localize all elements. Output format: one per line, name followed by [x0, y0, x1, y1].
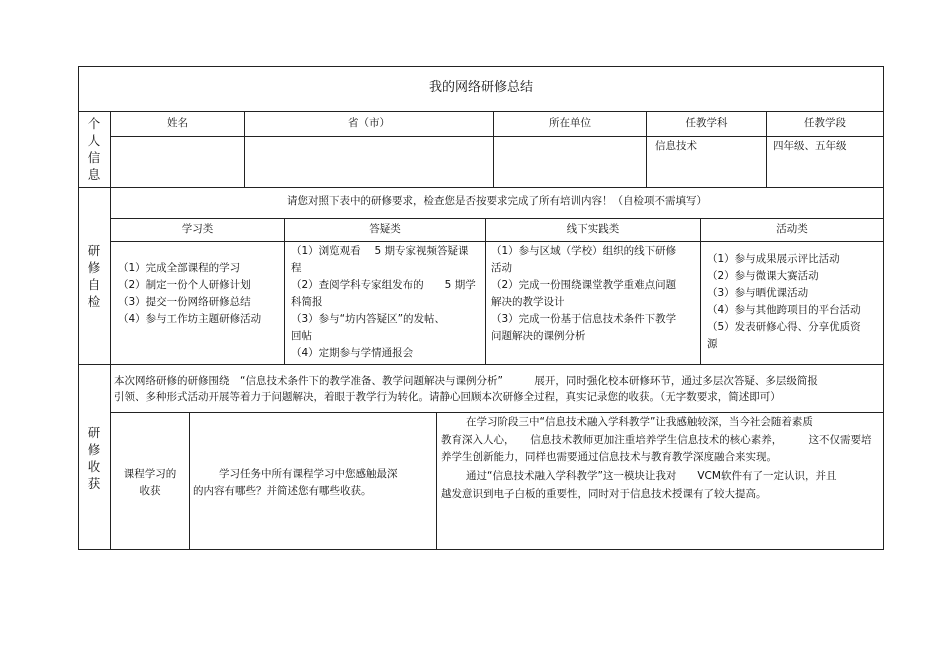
answer-line: 教育深入人心， 信息技术教师更加注重培养学生信息技术的核心素养， 这不仅需要培	[441, 434, 872, 446]
header-organization: 所在单位	[549, 117, 591, 129]
header-subject: 任教学科	[685, 117, 728, 129]
list-item: （3）参与“坊内答疑区”的发帖、	[291, 313, 446, 325]
rule-harvest-col1	[189, 412, 190, 550]
list-item: （1）参与区域（学校）组织的线下研修	[491, 245, 677, 257]
check-header-activity: 活动类	[776, 223, 808, 235]
border-left	[78, 66, 79, 550]
border-top	[78, 66, 884, 67]
harvest-question: 的内容有哪些？并简述您有哪些收获。	[193, 485, 372, 497]
check-header-offline: 线下实践类	[566, 223, 620, 235]
list-item: （3）完成一份基于信息技术条件下教学	[491, 313, 677, 325]
answer-line: 养学生创新能力，同样也需要通过信息技术与教育教学深度融合来实现。	[441, 451, 777, 463]
rule-check-bottom	[78, 364, 884, 365]
list-item: （2）完成一份围绕课堂教学重难点问题	[491, 279, 677, 291]
list-item: 解决的教学设计	[491, 296, 565, 308]
list-item: （1）完成全部课程的学习	[118, 262, 241, 274]
list-item: 问题解决的课例分析	[491, 330, 586, 342]
rule-personal-bottom	[78, 187, 884, 188]
harvest-intro-line: 引领、多种形式活动开展等着力于问题解决，着眼于教学行为转化。请静心回顾本次研修全过程，真实记录您的收获。（无字数要求，简述即可）	[114, 391, 781, 403]
page-title: 我的网络研修总结	[428, 80, 533, 95]
list-item: （1）浏览观看 5 期专家视频答疑课	[291, 245, 469, 257]
answer-line: 在学习阶段三中“信息技术融入学科教学”让我感触较深，当今社会随着素质	[466, 416, 813, 428]
rule-check-col3	[700, 218, 701, 365]
section-label-selfcheck: 研修自检	[87, 243, 101, 309]
rule-check-header	[110, 241, 884, 242]
section-label-personal: 个人信息	[87, 116, 101, 182]
list-item: （2）制定一份个人研修计划	[118, 279, 251, 291]
harvest-row-label: 收获	[139, 485, 161, 497]
rule-intro-bottom	[110, 412, 884, 413]
rule-check-col1	[284, 218, 285, 365]
value-subject[interactable]: 信息技术	[655, 140, 697, 152]
harvest-row-label: 课程学习的	[123, 468, 177, 480]
harvest-intro-line: 本次网络研修的研修围绕 “信息技术条件下的教学准备、教学问题解决与课例分析” 展开，同时强化校本研修环节，通过多层次答疑、多层级简报	[114, 375, 818, 387]
list-item: （2）参与微课大赛活动	[707, 270, 819, 282]
list-item: （3）参与晒优课活动	[707, 287, 809, 299]
harvest-question: 学习任务中所有课程学习中您感触最深	[219, 468, 398, 480]
answer-line: 越发意识到电子白板的重要性，同时对于信息技术授课有了较大提高。	[441, 488, 767, 500]
check-header-study: 学习类	[181, 223, 214, 235]
header-name: 姓名	[167, 117, 188, 129]
list-item: 源	[707, 338, 718, 350]
section-label-harvest: 研修收获	[87, 425, 101, 491]
rule-instruction-bottom	[110, 218, 884, 219]
answer-line: 通过“信息技术融入学科教学”这一模块让我对 VCM软件有了一定认识，并且	[466, 470, 837, 482]
list-item: 回帖	[291, 330, 312, 342]
border-right	[883, 66, 884, 550]
selfcheck-instruction: 请您对照下表中的研修要求，检查您是否按要求完成了所有培训内容！（自检项不需填写）	[287, 195, 707, 207]
rule-harvest-col2	[436, 412, 437, 550]
rule-check-col2	[485, 218, 486, 365]
list-item: （4）参与其他跨项目的平台活动	[707, 304, 861, 316]
list-item: 科简报	[291, 296, 323, 308]
rule-title-bottom	[78, 111, 884, 112]
border-bottom	[78, 549, 884, 550]
header-grade: 任教学段	[804, 117, 846, 129]
list-item: （3）提交一份网络研修总结	[118, 296, 251, 308]
list-item: （4）定期参与学情通报会	[291, 347, 414, 359]
list-item: 活动	[491, 262, 512, 274]
list-item: （2）查阅学科专家组发布的 5 期学	[291, 279, 476, 291]
check-header-qa: 答疑类	[369, 223, 401, 235]
rule-personal-header	[110, 136, 884, 137]
list-item: （1）参与成果展示评比活动	[707, 253, 840, 265]
value-grade[interactable]: 四年级、五年级	[773, 140, 847, 152]
list-item: （5）发表研修心得、分享优质资	[707, 321, 861, 333]
header-province: 省（市）	[348, 117, 390, 129]
list-item: 程	[291, 262, 302, 274]
list-item: （4）参与工作坊主题研修活动	[118, 313, 262, 325]
